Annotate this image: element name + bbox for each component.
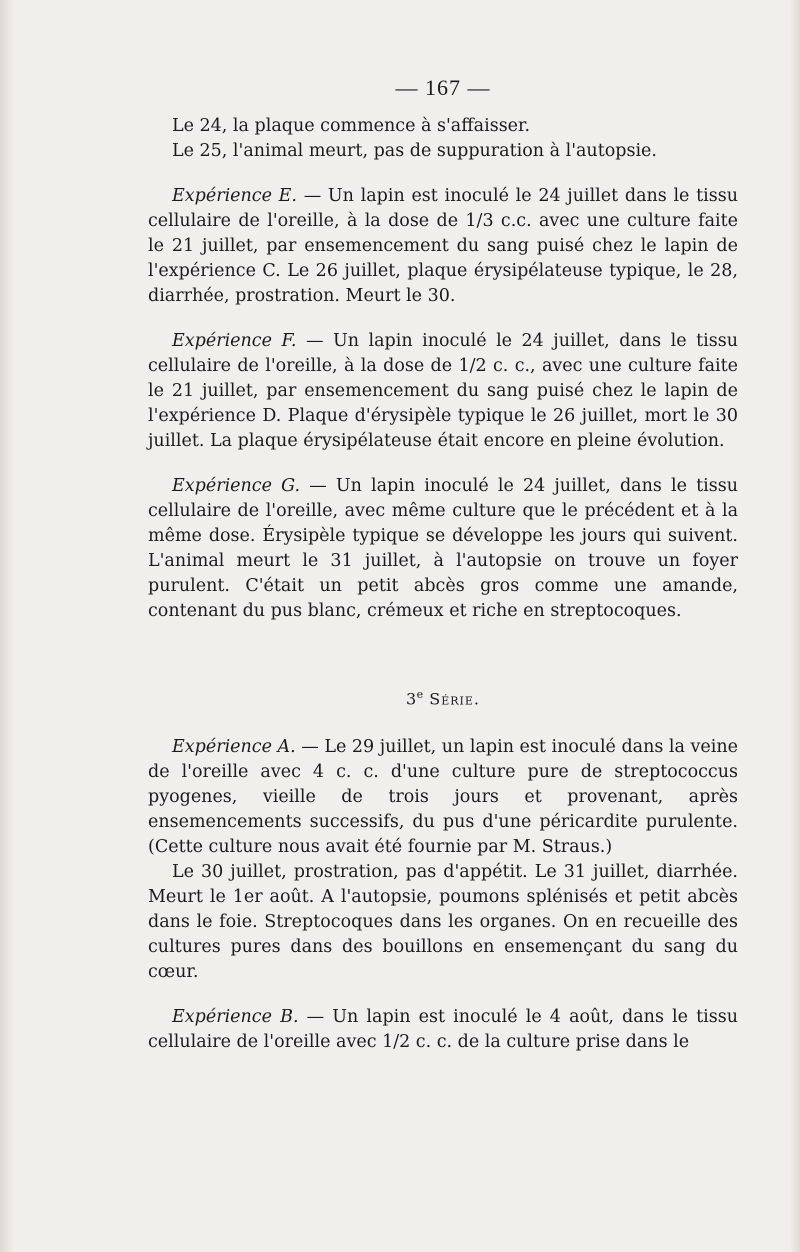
- paragraph-experience-g: [148, 474, 738, 624]
- experience-g-label: Expérience G.: [172, 476, 301, 496]
- page-number: — 167 —: [395, 75, 491, 100]
- paragraph-experience-a-continuation: Le 30 juillet, prostration, pas d'appétit. Le 31 juillet, diarrhée. Meurt le 1er août. A l'autopsie, poumons splénisés et petit abcès dans le foie. Streptocoques dans les organes. On en recueille des cultures pures dans des bouillons en ensemençant du sang du cœur.: [148, 862, 738, 983]
- series-number: 3: [405, 689, 417, 709]
- experience-g-text: — Un lapin inoculé le 24 juillet, dans le tissu cellulaire de l'oreille, avec même culture que le précédent et à la même dose. Érysipèle typique se développe les jours qui suivent. L'animal meurt le 31 juillet, à l'autopsie on trouve un foyer purulent. C'était un petit abcès gros comme une amande, contenant du pus blanc, crémeux et riche en streptocoques.: [148, 476, 738, 621]
- experience-f-text: — Un lapin inoculé le 24 juillet, dans le tissu cellulaire de l'oreille, à la dose de 1/2 c. c., avec une culture faite le 21 juillet, par ensemencement du sang puisé chez le lapin de l'expérience D. Plaque d'érysipèle typique le 26 juillet, mort le 30 juillet. La plaque érysipélateuse était encore en pleine évolution.: [148, 331, 738, 451]
- scan-edge-right: [790, 0, 800, 1252]
- series-number-suffix: e: [416, 688, 424, 701]
- book-page: [148, 74, 738, 1055]
- paragraph-plaque-affaisser: Le 24, la plaque commence à s'affaisser.: [172, 116, 531, 136]
- paragraph-experience-f: [148, 329, 738, 454]
- paragraph-experience-b: [148, 1005, 738, 1055]
- paragraph-experience-e: [148, 184, 738, 309]
- series-heading: [148, 682, 738, 711]
- experience-e-text: — Un lapin est inoculé le 24 juillet dans le tissu cellulaire de l'oreille, à la dose de 1/3 c.c. avec une culture faite le 21 juillet, par ensemencement du sang puisé chez le lapin de l'expérience C. Le 26 juillet, plaque érysipélateuse typique, le 28, diarrhée, prostration. Meurt le 30.: [148, 186, 738, 306]
- experience-b-text: — Un lapin est inoculé le 4 août, dans le tissu cellulaire de l'oreille avec 1/2 c. c. de la culture prise dans le: [148, 1007, 739, 1053]
- experience-e-label: Expérience E.: [172, 186, 297, 206]
- scan-edge-left: [0, 0, 14, 1252]
- paragraph-animal-meurt: Le 25, l'animal meurt, pas de suppuration à l'autopsie.: [172, 141, 657, 161]
- paragraph-experience-a: [148, 735, 738, 860]
- experience-f-label: Expérience F.: [172, 331, 297, 351]
- experience-a-text: — Le 29 juillet, un lapin est inoculé dans la veine de l'oreille avec 4 c. c. d'une culture pure de streptococcus pyogenes, vieille de trois jours et provenant, après ensemencements successifs, du pus d'une péricardite purulente. (Cette culture nous avait été fournie par M. Straus.): [148, 737, 738, 858]
- experience-b-label: Expérience B.: [172, 1007, 299, 1028]
- experience-a-label: Expérience A.: [172, 737, 296, 758]
- series-label: Série.: [429, 689, 481, 709]
